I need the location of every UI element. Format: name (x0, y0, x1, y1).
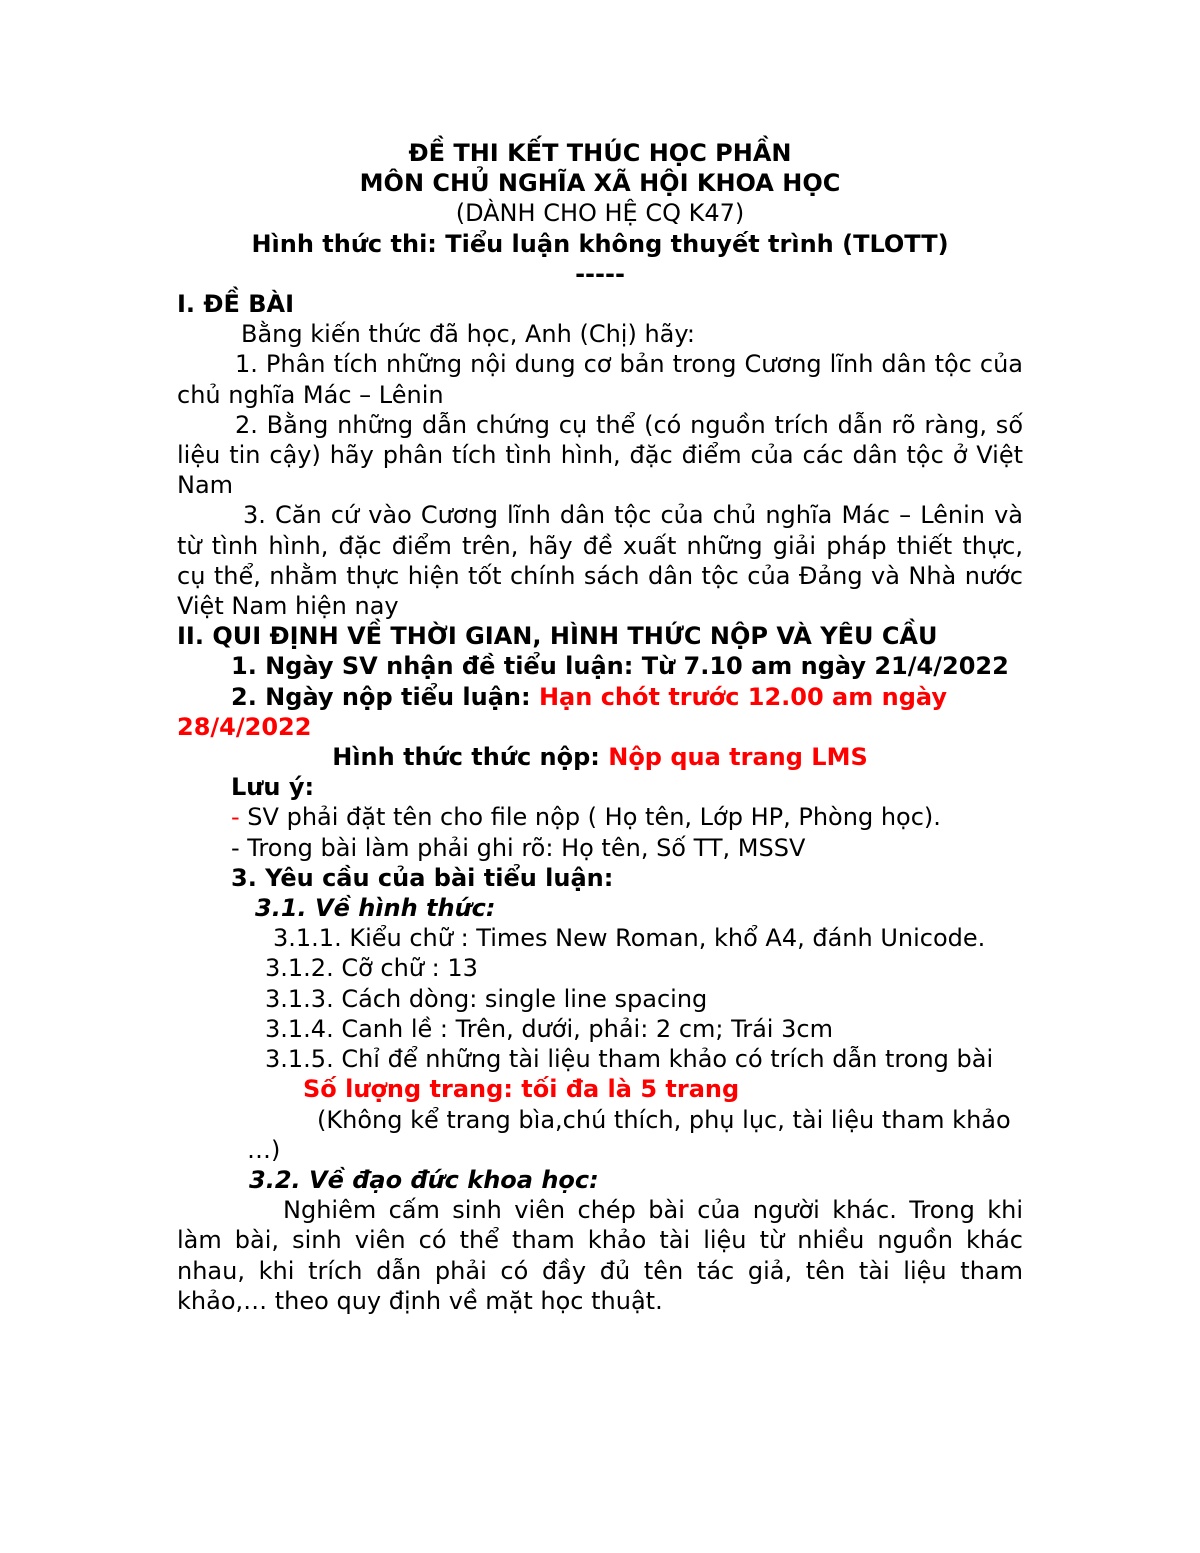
requirements-heading: 3. Yêu cầu của bài tiểu luận: (231, 863, 614, 892)
question-3: 3. Căn cứ vào Cương lĩnh dân tộc của chủ nghĩa Mác – Lênin và từ tình hình, đặc điểm trên, hãy đề xuất những giải pháp thiết thực, cụ thể, nhằm thực hiện tốt chính sách dân tộc của Đảng và Nhà nước Việt Nam hiện nay (177, 501, 1023, 621)
ethics-text: Nghiêm cấm sinh viên chép bài của người khác. Trong khi làm bài, sinh viên có thể tham khảo tài liệu từ nhiều nguồn khác nhau, khi trích dẫn phải có đầy đủ tên tác giả, tên tài liệu tham khảo,… theo quy định về mặt học thuật. (177, 1196, 1023, 1315)
exam-document (177, 138, 1023, 1316)
submit-deadline: Hạn chót trước 12.00 am ngày 28/4/2022 (177, 682, 947, 741)
submit-method (177, 742, 1023, 772)
question-2: 2. Bằng những dẫn chứng cụ thể (có nguồn trích dẫn rõ ràng, số liệu tin cậy) hãy phân tích tình hình, đặc điểm của các dân tộc ở Việt Nam (177, 410, 1023, 500)
section1-heading: I. ĐỀ BÀI (177, 290, 295, 319)
question-1: 1. Phân tích những nội dung cơ bản trong Cương lĩnh dân tộc của chủ nghĩa Mác – Lênin (177, 350, 1023, 409)
form-heading: 3.1. Về hình thức: (255, 894, 496, 923)
rule-3-1-3: 3.1.3. Cách dòng: single line spacing (265, 984, 708, 1013)
note-1-dash: - (231, 803, 240, 832)
note-heading: Lưu ý: (231, 773, 315, 802)
rule-3-1-2: 3.1.2. Cỡ chữ : 13 (265, 954, 478, 983)
ethics-heading: 3.2. Về đạo đức khoa học: (249, 1165, 599, 1194)
rule-3-1-1: 3.1.1. Kiểu chữ : Times New Roman, khổ A4, đánh Unicode. (273, 924, 986, 953)
doc-subject: MÔN CHỦ NGHĨA XÃ HỘI KHOA HỌC (359, 169, 841, 198)
note-1-text: SV phải đặt tên cho file nộp ( Họ tên, Lớp HP, Phòng học). (239, 803, 941, 832)
page-limit: Số lượng trang: tối đa là 5 trang (303, 1075, 740, 1104)
doc-exam-format: Hình thức thi: Tiểu luận không thuyết trình (TLOTT) (251, 229, 949, 258)
receive-date: 1. Ngày SV nhận đề tiểu luận: Từ 7.10 am ngày 21/4/2022 (231, 652, 1009, 681)
submit-date-label: 2. Ngày nộp tiểu luận: (231, 682, 539, 711)
submit-method-value: Nộp qua trang LMS (608, 743, 868, 772)
page-limit-note: (Không kể trang bìa,chú thích, phụ lục, tài liệu tham khảo …) (247, 1105, 1011, 1164)
submit-method-label: Hình thức thức nộp: (332, 743, 609, 772)
doc-title: ĐỀ THI KẾT THÚC HỌC PHẦN (408, 139, 792, 167)
section1-intro: Bằng kiến thức đã học, Anh (Chị) hãy: (241, 320, 695, 349)
section2-heading: II. QUI ĐỊNH VỀ THỜI GIAN, HÌNH THỨC NỘP VÀ YÊU CẦU (177, 622, 938, 651)
submit-date (177, 682, 1023, 742)
doc-separator: ----- (575, 259, 625, 288)
note-2: - Trong bài làm phải ghi rõ: Họ tên, Số TT, MSSV (231, 833, 806, 862)
note-1 (177, 802, 1023, 832)
rule-3-1-5: 3.1.5. Chỉ để những tài liệu tham khảo có trích dẫn trong bài (265, 1045, 994, 1074)
rule-3-1-4: 3.1.4. Canh lề : Trên, dưới, phải: 2 cm; Trái 3cm (265, 1014, 833, 1043)
doc-audience: (DÀNH CHO HỆ CQ K47) (455, 199, 745, 228)
